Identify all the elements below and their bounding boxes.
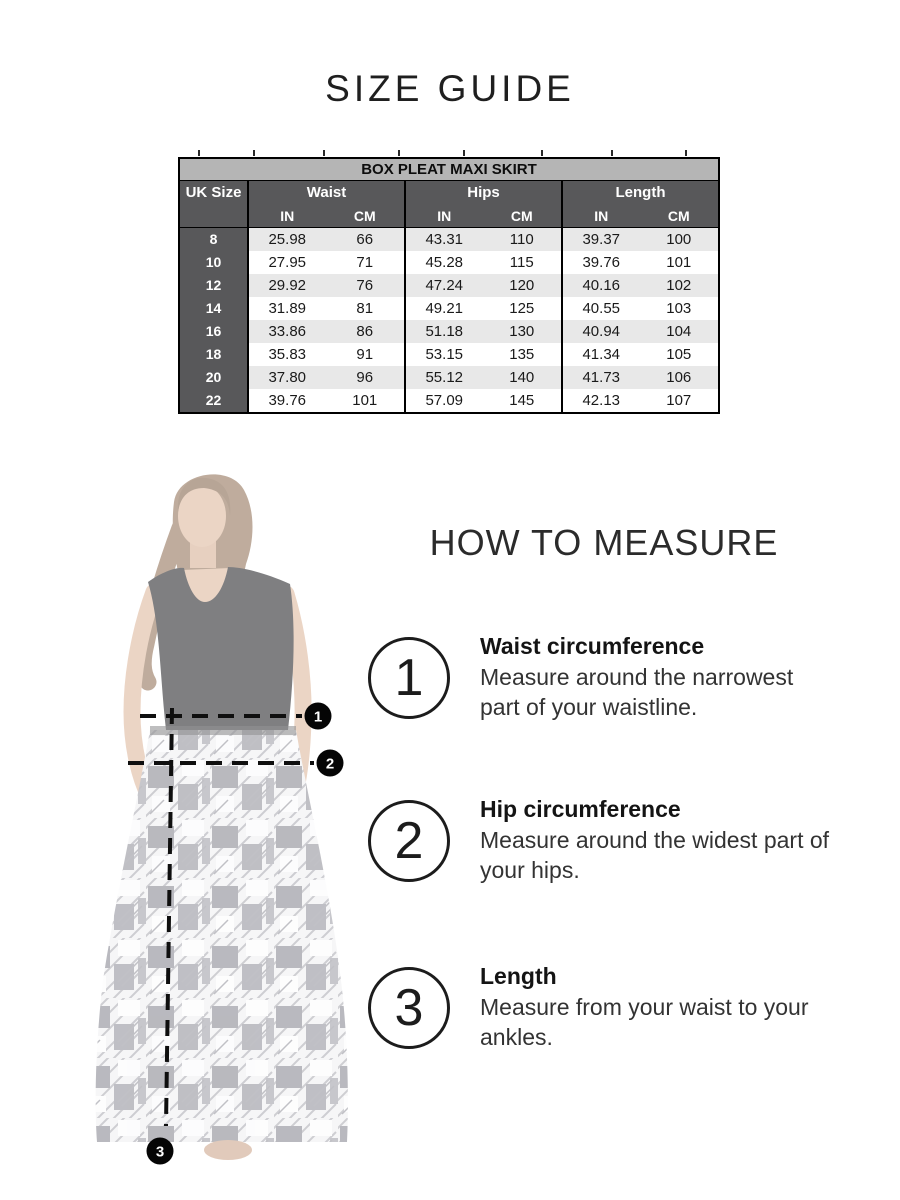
value-cell: 41.34 — [561, 343, 640, 366]
value-cell: 40.94 — [561, 320, 640, 343]
model-figure — [96, 474, 348, 1160]
value-cell: 29.92 — [247, 274, 326, 297]
size-cell: 12 — [180, 274, 247, 297]
unit-header: CM — [510, 208, 533, 224]
value-cell: 49.21 — [404, 297, 483, 320]
value-cell: 42.13 — [561, 389, 640, 412]
value-cell: 135 — [509, 346, 535, 363]
value-cell: 105 — [666, 346, 692, 363]
value-cell: 35.83 — [247, 343, 326, 366]
value-cell: 51.18 — [404, 320, 483, 343]
value-cell: 39.76 — [561, 251, 640, 274]
value-cell: 43.31 — [404, 228, 483, 251]
step-number: 3 — [394, 979, 424, 1037]
value-cell: 39.76 — [247, 389, 326, 412]
value-cell: 55.12 — [404, 366, 483, 389]
value-cell: 91 — [356, 346, 374, 363]
table-row — [180, 389, 718, 412]
value-cell: 57.09 — [404, 389, 483, 412]
table-row — [180, 343, 718, 366]
unit-header: IN — [247, 205, 326, 228]
unit-header: CM — [353, 208, 376, 224]
step-circle-3 — [368, 967, 450, 1049]
value-cell: 106 — [640, 366, 719, 389]
value-cell: 47.24 — [404, 274, 483, 297]
value-cell: 31.89 — [247, 297, 326, 320]
value-cell: 96 — [326, 366, 405, 389]
value-cell: 33.86 — [247, 320, 326, 343]
value-cell: 102 — [640, 274, 719, 297]
value-cell: 40.16 — [561, 274, 640, 297]
spreadsheet-gridline-ticks — [178, 150, 720, 156]
value-cell: 145 — [509, 392, 535, 409]
unit-header: IN — [404, 205, 483, 228]
size-cell: 22 — [180, 389, 247, 412]
value-cell: 120 — [483, 274, 562, 297]
value-cell: 40.55 — [561, 297, 640, 320]
page-title: SIZE GUIDE — [325, 68, 575, 109]
step-description: Measure from your waist to your ankles. — [480, 994, 809, 1050]
table-row — [180, 320, 718, 343]
size-cell: 14 — [180, 297, 247, 320]
table-row — [180, 366, 718, 389]
header-hips: Hips — [404, 181, 561, 205]
value-cell: 107 — [666, 392, 692, 409]
value-cell: 125 — [509, 300, 535, 317]
step-number: 1 — [394, 649, 424, 707]
size-cell: 20 — [180, 366, 247, 389]
value-cell: 53.15 — [404, 343, 483, 366]
table-row — [180, 228, 718, 251]
value-cell: 110 — [483, 228, 562, 251]
value-cell: 103 — [666, 300, 692, 317]
size-table-header-row — [180, 181, 718, 205]
size-cell: 18 — [180, 343, 247, 366]
value-cell: 37.80 — [247, 366, 326, 389]
value-cell: 101 — [666, 254, 692, 271]
marker-badge-3-label: 3 — [155, 1143, 165, 1161]
step-circle-1 — [368, 637, 450, 719]
step-circle-2 — [368, 800, 450, 882]
value-cell: 71 — [356, 254, 374, 271]
size-table-title: BOX PLEAT MAXI SKIRT — [180, 159, 718, 181]
size-cell: 8 — [180, 228, 247, 251]
measure-item-hip — [368, 795, 843, 885]
value-cell: 81 — [356, 300, 374, 317]
how-to-measure-heading: HOW TO MEASURE — [429, 522, 779, 563]
size-cell: 16 — [180, 320, 247, 343]
step-number: 2 — [394, 812, 424, 870]
size-cell: 10 — [180, 251, 247, 274]
marker-badge-2-label: 2 — [325, 755, 335, 773]
value-cell: 101 — [352, 392, 378, 409]
value-cell: 104 — [640, 320, 719, 343]
step-description: Measure around the widest part of your hips. — [480, 827, 830, 883]
marker-badge-1-label: 1 — [313, 708, 323, 726]
value-cell: 25.98 — [247, 228, 326, 251]
value-cell: 140 — [483, 366, 562, 389]
value-cell: 115 — [509, 254, 534, 271]
model-photo — [82, 458, 362, 1176]
header-uk-size: UK Size — [185, 184, 242, 201]
value-cell: 41.73 — [561, 366, 640, 389]
table-row — [180, 274, 718, 297]
step-title: Hip circumference — [480, 796, 681, 822]
measure-item-waist — [368, 632, 843, 722]
step-description: Measure around the narrowest part of your waistline. — [480, 664, 794, 720]
value-cell: 39.37 — [561, 228, 640, 251]
size-table — [178, 157, 720, 414]
value-cell: 76 — [326, 274, 405, 297]
step-title: Waist circumference — [480, 633, 705, 659]
step-title: Length — [480, 963, 557, 989]
table-row — [180, 251, 718, 274]
value-cell: 100 — [640, 228, 719, 251]
header-waist: Waist — [247, 181, 404, 205]
unit-header: CM — [667, 208, 690, 224]
size-table-units-row — [180, 205, 718, 228]
value-cell: 86 — [326, 320, 405, 343]
measure-item-length — [368, 962, 843, 1052]
units-spacer — [180, 205, 247, 228]
value-cell: 27.95 — [247, 251, 326, 274]
value-cell: 66 — [326, 228, 405, 251]
value-cell: 130 — [483, 320, 562, 343]
header-length: Length — [561, 181, 718, 205]
value-cell: 45.28 — [404, 251, 483, 274]
table-row — [180, 297, 718, 320]
unit-header: IN — [561, 205, 640, 228]
